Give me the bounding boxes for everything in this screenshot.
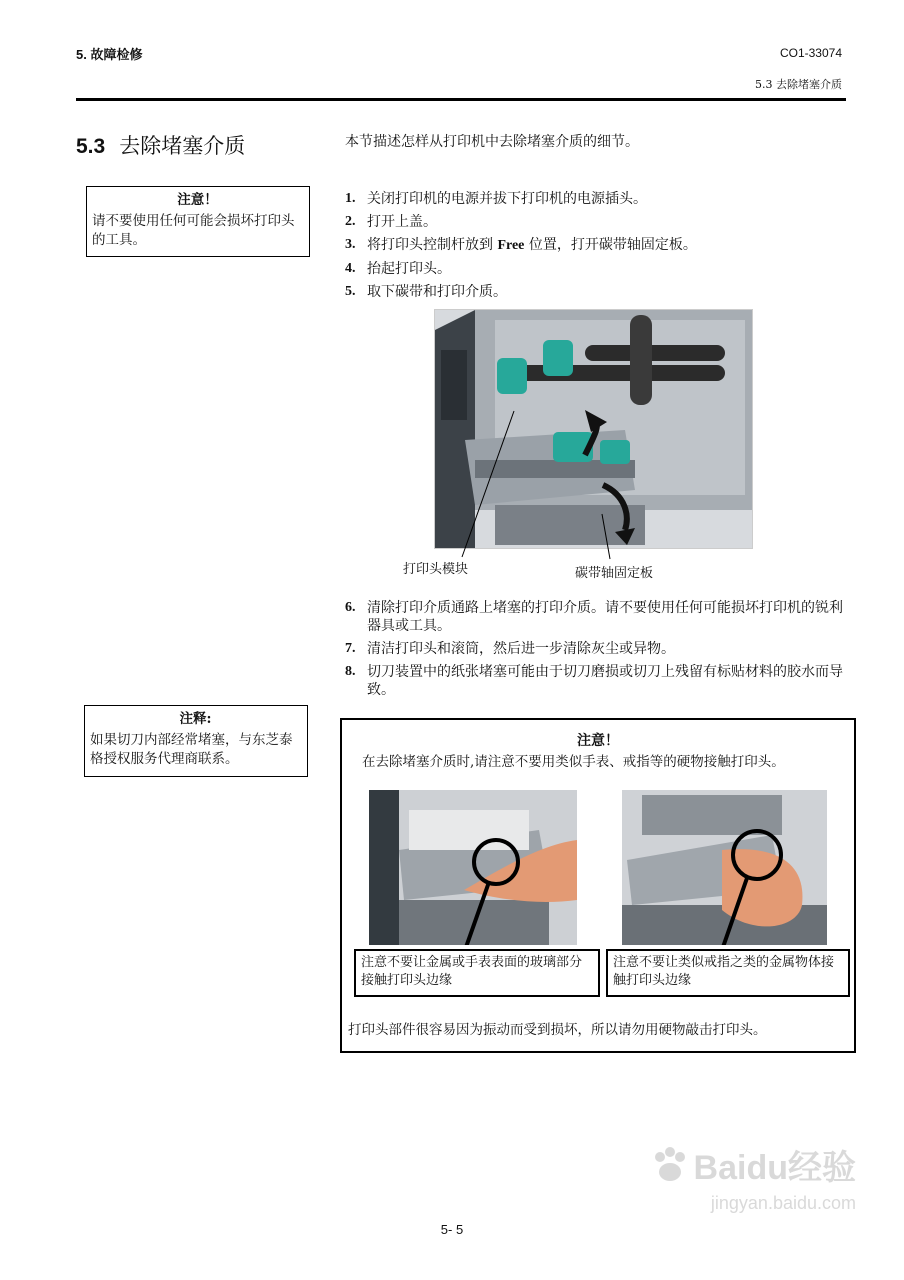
chapter-header: 5. 故障检修	[76, 47, 143, 62]
step-number: 4.	[345, 261, 356, 276]
section-intro: 本节描述怎样从打印机中去除堵塞介质的细节。	[345, 134, 639, 150]
warning-label-ring: 注意不要让类似戒指之类的金属物体接触打印头边缘	[606, 949, 850, 997]
section-title	[76, 130, 245, 160]
callout-lines	[434, 309, 751, 569]
step-number: 6.	[345, 600, 356, 615]
note-sidebar-title: 注释:	[179, 711, 212, 727]
steps-list-2	[345, 599, 845, 704]
step-text: 抬起打印头。	[367, 261, 451, 277]
document-code: CO1-33074	[779, 46, 842, 60]
caution-main-body	[348, 753, 848, 771]
caution-sidebar-title: 注意！	[177, 192, 218, 208]
ring-illustration	[622, 790, 827, 945]
label-print-head-block: 打印头模块	[403, 562, 469, 577]
step-item	[345, 599, 845, 635]
warning-label-watch: 注意不要让金属或手表表面的玻璃部分接触打印头边缘	[354, 949, 600, 997]
caution-main-footer: 打印头部件很容易因为振动而受到损坏，所以请勿用硬物敲击打印头。	[348, 1022, 767, 1038]
watermark-brand: Baidu经验	[693, 1149, 856, 1187]
watch-illustration	[369, 790, 577, 945]
step-text: 清除打印介质通路上堵塞的打印介质。请不要使用任何可能损坏打印机的锐利器具或工具。	[367, 600, 843, 634]
section-title-text: 去除堵塞介质	[119, 134, 246, 158]
section-reference: 5.3 去除堵塞介质	[755, 78, 842, 91]
page-number: 5- 5	[440, 1222, 464, 1237]
caution-sidebar-text: 请不要使用任何可能会损坏打印头的工具。	[92, 213, 295, 248]
step-item	[345, 640, 845, 658]
step-number: 8.	[345, 664, 356, 679]
step-item	[345, 260, 805, 278]
step-item	[345, 283, 805, 301]
step-text: 取下碳带和打印介质。	[367, 284, 507, 300]
step-text-post: 位置，打开碳带轴固定板。	[524, 237, 697, 253]
steps-list-1	[345, 190, 805, 306]
note-sidebar-box	[84, 705, 308, 777]
step-number: 3.	[345, 237, 356, 252]
caution-main-box	[340, 718, 856, 1053]
step-text: 关闭打印机的电源并拔下打印机的电源插头。	[367, 191, 647, 207]
caution-main-body-text: 在去除堵塞介质时,请注意不要用类似手表、戒指等的硬物接触打印头。	[362, 754, 785, 770]
caution-main-title: 注意！	[577, 733, 619, 749]
header-rule	[76, 98, 846, 101]
step-item	[345, 236, 805, 255]
watch-photo	[369, 790, 577, 945]
step-item	[345, 190, 805, 208]
step-text: 清洁打印头和滚筒，然后进一步清除灰尘或异物。	[367, 641, 675, 657]
paw-icon	[650, 1145, 690, 1185]
step-text-pre: 将打印头控制杆放到	[367, 237, 498, 253]
watermark-url: jingyan.baidu.com	[710, 1193, 856, 1213]
step-text: 切刀装置中的纸张堵塞可能由于切刀磨损或切刀上残留有标贴材料的胶水而导致。	[367, 664, 843, 698]
caution-sidebar-box	[86, 186, 310, 257]
step-number: 5.	[345, 284, 356, 299]
ring-photo	[622, 790, 827, 945]
baidu-watermark	[650, 1140, 856, 1214]
step-number: 1.	[345, 191, 356, 206]
step-item	[345, 213, 805, 231]
section-number: 5.3	[76, 135, 106, 158]
note-sidebar-text: 如果切刀内部经常堵塞，与东芝泰格授权服务代理商联系。	[90, 732, 293, 767]
step-text: 打开上盖。	[367, 214, 437, 230]
step-number: 7.	[345, 641, 356, 656]
step-text-bold: Free	[497, 238, 525, 253]
step-number: 2.	[345, 214, 356, 229]
label-ribbon-shaft-plate: 碳带轴固定板	[575, 566, 654, 581]
step-item	[345, 663, 845, 699]
